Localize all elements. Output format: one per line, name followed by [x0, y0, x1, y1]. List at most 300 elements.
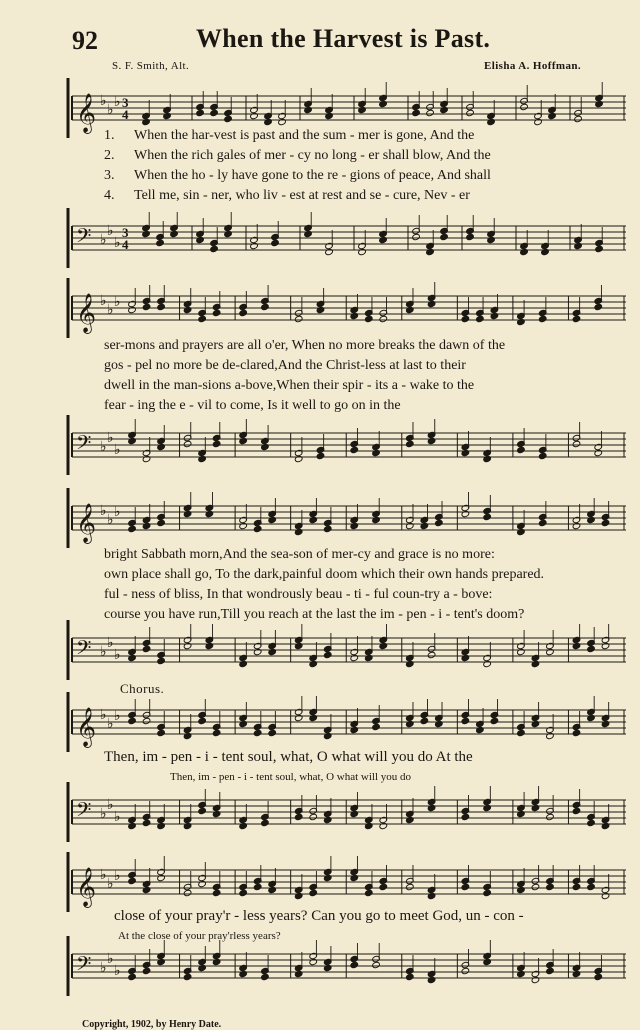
- note-head-icon: [517, 648, 526, 655]
- note-head-icon: [546, 883, 555, 890]
- note-head-icon: [420, 522, 429, 529]
- note-head-icon: [531, 976, 540, 983]
- note-head-icon: [538, 315, 547, 322]
- chorus-bass-lyric-2: At the close of your pray'rless years?: [118, 930, 281, 942]
- note-head-icon: [261, 973, 270, 980]
- note-head-icon: [212, 958, 221, 965]
- note-head-icon: [268, 516, 277, 523]
- flat-icon: ♭: [100, 644, 107, 660]
- note-head-icon: [212, 309, 221, 316]
- chorus-bass-staff-2: [62, 936, 628, 996]
- verse-line: 1. When the har-vest is past and the sum - mer is gone, And the: [104, 128, 475, 143]
- note-head-icon: [239, 970, 248, 977]
- bass-clef-icon: 𝄢: [76, 952, 92, 980]
- note-head-icon: [372, 516, 381, 523]
- note-head-icon: [198, 880, 207, 887]
- note-head-icon: [157, 657, 166, 664]
- note-head-icon: [406, 522, 415, 529]
- note-head-icon: [183, 973, 192, 980]
- note-head-icon: [294, 315, 303, 322]
- note-head-icon: [379, 315, 388, 322]
- note-head-icon: [294, 642, 303, 649]
- flat-icon: ♭: [100, 960, 107, 976]
- note-head-icon: [426, 109, 435, 116]
- note-head-icon: [517, 528, 526, 535]
- note-head-icon: [490, 717, 499, 724]
- note-head-icon: [294, 892, 303, 899]
- note-head-icon: [574, 242, 583, 249]
- note-head-icon: [142, 645, 151, 652]
- note-head-icon: [587, 714, 596, 721]
- treble-clef-icon: 𝄞: [76, 293, 97, 333]
- chorus-bass-lyric-1: Then, im - pen - i - tent soul, what, O what will you do: [170, 771, 412, 783]
- note-head-icon: [323, 964, 332, 971]
- note-head-icon: [157, 443, 166, 450]
- note-head-icon: [440, 233, 449, 240]
- note-head-icon: [239, 309, 248, 316]
- staff-lines: [72, 710, 626, 734]
- note-head-icon: [271, 239, 280, 246]
- verse-line: course you have run,Till you reach at the last the im - pen - i - tent's doom?: [104, 607, 525, 622]
- note-head-icon: [574, 115, 583, 122]
- verse-line: fear - ing the e - vil to come, Is it well to go on in the: [104, 398, 401, 413]
- note-head-icon: [364, 822, 373, 829]
- flat-icon: ♭: [100, 439, 107, 455]
- verse-line: bright Sabbath morn,And the sea-son of mer-cy and grace is no more:: [104, 547, 495, 562]
- bass-clef-icon: 𝄢: [76, 224, 92, 252]
- verse-line: ful - ness of bliss, In that wondrously beau - ti - ful coun-try a - bove:: [104, 587, 493, 602]
- note-head-icon: [325, 248, 334, 255]
- flat-icon: ♭: [107, 716, 114, 732]
- bass-clef-icon: 𝄢: [76, 636, 92, 664]
- note-head-icon: [461, 967, 470, 974]
- note-head-icon: [170, 230, 179, 237]
- note-head-icon: [379, 236, 388, 243]
- note-head-icon: [350, 446, 359, 453]
- system-1-lyrics: [104, 126, 626, 206]
- flat-icon: ♭: [107, 223, 114, 239]
- note-head-icon: [157, 874, 166, 881]
- verse-line: ser-mons and prayers are all o'er, When no more breaks the dawn of the: [104, 338, 506, 353]
- note-head-icon: [157, 822, 166, 829]
- note-head-icon: [157, 729, 166, 736]
- note-head-icon: [268, 729, 277, 736]
- system-1-bass-staff: [62, 208, 628, 268]
- note-head-icon: [461, 510, 470, 517]
- verse-line: 4. Tell me, sin - ner, who liv - est at rest and se - cure, Nev - er: [104, 188, 470, 203]
- note-head-icon: [210, 109, 219, 116]
- note-head-icon: [379, 642, 388, 649]
- note-head-icon: [427, 892, 436, 899]
- note-head-icon: [183, 440, 192, 447]
- note-head-icon: [142, 886, 151, 893]
- note-head-icon: [534, 118, 543, 125]
- note-head-icon: [483, 513, 492, 520]
- note-head-icon: [239, 889, 248, 896]
- note-head-icon: [412, 109, 421, 116]
- note-head-icon: [461, 813, 470, 820]
- staff-lines: [72, 96, 626, 120]
- note-head-icon: [572, 642, 581, 649]
- note-head-icon: [205, 642, 214, 649]
- note-head-icon: [587, 819, 596, 826]
- note-head-icon: [183, 822, 192, 829]
- note-head-icon: [142, 455, 151, 462]
- bass-clef-icon: 𝄢: [76, 798, 92, 826]
- note-head-icon: [466, 109, 475, 116]
- note-head-icon: [461, 717, 470, 724]
- note-head-icon: [309, 889, 318, 896]
- note-head-icon: [601, 892, 610, 899]
- note-head-icon: [156, 239, 165, 246]
- note-head-icon: [420, 717, 429, 724]
- note-head-icon: [316, 452, 325, 459]
- note-head-icon: [517, 810, 526, 817]
- note-head-icon: [440, 106, 449, 113]
- note-head-icon: [210, 245, 219, 252]
- note-head-icon: [142, 522, 151, 529]
- note-head-icon: [239, 822, 248, 829]
- time-signature-top: 3: [122, 225, 129, 240]
- note-head-icon: [212, 440, 221, 447]
- flat-icon: ♭: [114, 442, 121, 458]
- note-head-icon: [261, 819, 270, 826]
- note-head-icon: [323, 651, 332, 658]
- flat-icon: ♭: [114, 708, 121, 724]
- note-head-icon: [406, 660, 415, 667]
- note-head-icon: [157, 303, 166, 310]
- note-head-icon: [364, 315, 373, 322]
- note-head-icon: [546, 813, 555, 820]
- note-head-icon: [250, 112, 259, 119]
- flat-icon: ♭: [100, 867, 107, 883]
- note-head-icon: [239, 720, 248, 727]
- note-head-icon: [476, 315, 485, 322]
- chorus-lyric-1: Then, im - pen - i - tent soul, what, O what will you do At the: [104, 749, 473, 765]
- flat-icon: ♭: [114, 963, 121, 979]
- note-head-icon: [239, 437, 248, 444]
- note-head-icon: [406, 816, 415, 823]
- note-head-icon: [594, 303, 603, 310]
- time-signature-top: 3: [122, 95, 129, 110]
- words-credit: S. F. Smith, Alt.: [112, 60, 190, 72]
- hymn-title: When the Harvest is Past.: [196, 24, 491, 53]
- note-head-icon: [224, 115, 233, 122]
- note-head-icon: [128, 437, 137, 444]
- note-head-icon: [572, 440, 581, 447]
- note-head-icon: [372, 723, 381, 730]
- note-head-icon: [541, 248, 550, 255]
- flat-icon: ♭: [100, 707, 107, 723]
- note-head-icon: [601, 822, 610, 829]
- note-head-icon: [142, 717, 151, 724]
- note-head-icon: [309, 714, 318, 721]
- note-head-icon: [224, 230, 233, 237]
- note-head-icon: [538, 452, 547, 459]
- verse-line: gos - pel no more be de-clared,And the Christ-less at last to their: [104, 358, 466, 373]
- note-head-icon: [461, 883, 470, 890]
- time-signature-bottom: 4: [122, 237, 129, 252]
- staff-lines: [72, 800, 626, 824]
- note-head-icon: [572, 807, 581, 814]
- flat-icon: ♭: [114, 647, 121, 663]
- note-head-icon: [372, 449, 381, 456]
- staff-lines: [72, 954, 626, 978]
- note-head-icon: [323, 874, 332, 881]
- note-head-icon: [531, 883, 540, 890]
- note-head-icon: [517, 318, 526, 325]
- note-head-icon: [198, 807, 207, 814]
- note-head-icon: [198, 315, 207, 322]
- note-head-icon: [350, 726, 359, 733]
- note-head-icon: [128, 525, 137, 532]
- note-head-icon: [572, 970, 581, 977]
- note-head-icon: [461, 449, 470, 456]
- note-head-icon: [379, 100, 388, 107]
- note-head-icon: [546, 648, 555, 655]
- note-head-icon: [572, 315, 581, 322]
- note-head-icon: [517, 446, 526, 453]
- note-head-icon: [372, 961, 381, 968]
- note-head-icon: [198, 455, 207, 462]
- note-head-icon: [157, 958, 166, 965]
- note-head-icon: [212, 889, 221, 896]
- note-head-icon: [406, 306, 415, 313]
- note-head-icon: [264, 118, 273, 125]
- flat-icon: ♭: [100, 293, 107, 309]
- verse-line: 2. When the rich gales of mer - cy no long - er shall blow, And the: [104, 148, 491, 163]
- note-head-icon: [268, 648, 277, 655]
- system-3-lyrics: [104, 545, 626, 625]
- note-head-icon: [128, 877, 137, 884]
- note-head-icon: [572, 522, 581, 529]
- verse-line: 3. When the ho - ly have gone to the re - gions of peace, And shall: [104, 168, 491, 183]
- note-head-icon: [490, 312, 499, 319]
- note-head-icon: [350, 654, 359, 661]
- note-head-icon: [435, 519, 444, 526]
- flat-icon: ♭: [100, 232, 107, 248]
- note-head-icon: [294, 528, 303, 535]
- flat-icon: ♭: [107, 302, 114, 318]
- note-head-icon: [294, 813, 303, 820]
- note-head-icon: [406, 720, 415, 727]
- note-head-icon: [304, 106, 313, 113]
- note-head-icon: [406, 440, 415, 447]
- note-head-icon: [379, 822, 388, 829]
- note-head-icon: [406, 973, 415, 980]
- bass-clef-icon: 𝄢: [76, 431, 92, 459]
- note-head-icon: [294, 455, 303, 462]
- note-head-icon: [412, 233, 421, 240]
- note-head-icon: [142, 967, 151, 974]
- note-head-icon: [309, 660, 318, 667]
- note-head-icon: [309, 813, 318, 820]
- note-head-icon: [461, 315, 470, 322]
- flat-icon: ♭: [107, 102, 114, 118]
- note-head-icon: [572, 883, 581, 890]
- note-head-icon: [358, 248, 367, 255]
- chorus-bass-staff-1: [62, 782, 628, 842]
- chorus-lyric-2: close of your pray'r - less years? Can you go to meet God, un - con -: [114, 908, 524, 924]
- note-head-icon: [461, 654, 470, 661]
- note-head-icon: [183, 889, 192, 896]
- flat-icon: ♭: [107, 635, 114, 651]
- note-head-icon: [546, 967, 555, 974]
- note-head-icon: [595, 245, 604, 252]
- note-head-icon: [483, 889, 492, 896]
- system-2-bass-staff: [62, 415, 628, 475]
- note-head-icon: [427, 437, 436, 444]
- system-2-lyrics: [104, 336, 626, 416]
- note-head-icon: [212, 810, 221, 817]
- note-head-icon: [487, 236, 496, 243]
- time-signature-bottom: 4: [122, 107, 129, 122]
- note-head-icon: [594, 449, 603, 456]
- note-head-icon: [196, 236, 205, 243]
- note-head-icon: [358, 106, 367, 113]
- note-head-icon: [364, 889, 373, 896]
- note-head-icon: [601, 720, 610, 727]
- note-head-icon: [142, 230, 151, 237]
- note-head-icon: [350, 522, 359, 529]
- note-head-icon: [294, 714, 303, 721]
- note-head-icon: [435, 720, 444, 727]
- flat-icon: ♭: [107, 512, 114, 528]
- flat-icon: ♭: [107, 797, 114, 813]
- verse-line: dwell in the man-sions a-bove,When their spir - its a - wake to the: [104, 378, 475, 393]
- note-head-icon: [466, 233, 475, 240]
- note-head-icon: [142, 118, 151, 125]
- note-head-icon: [476, 726, 485, 733]
- note-head-icon: [483, 958, 492, 965]
- flat-icon: ♭: [100, 93, 107, 109]
- note-head-icon: [426, 248, 435, 255]
- note-head-icon: [294, 970, 303, 977]
- note-head-icon: [517, 970, 526, 977]
- staff-lines: [72, 638, 626, 662]
- note-head-icon: [128, 654, 137, 661]
- note-head-icon: [427, 976, 436, 983]
- music-credit: Elisha A. Hoffman.: [484, 60, 582, 72]
- note-head-icon: [517, 729, 526, 736]
- flat-icon: ♭: [100, 806, 107, 822]
- flat-icon: ♭: [114, 235, 121, 251]
- note-head-icon: [427, 300, 436, 307]
- note-head-icon: [531, 804, 540, 811]
- note-head-icon: [304, 230, 313, 237]
- note-head-icon: [128, 822, 137, 829]
- note-head-icon: [538, 519, 547, 526]
- note-head-icon: [198, 964, 207, 971]
- note-head-icon: [350, 312, 359, 319]
- note-head-icon: [594, 973, 603, 980]
- note-head-icon: [212, 729, 221, 736]
- note-head-icon: [531, 660, 540, 667]
- note-head-icon: [546, 732, 555, 739]
- chorus-treble-staff-2: [62, 852, 628, 912]
- note-head-icon: [325, 112, 334, 119]
- verse-line: own place shall go, To the dark,painful doom which their own hands prepared.: [104, 567, 545, 582]
- note-head-icon: [268, 886, 277, 893]
- note-head-icon: [253, 525, 262, 532]
- staff-lines: [72, 870, 626, 894]
- note-head-icon: [253, 648, 262, 655]
- note-head-icon: [483, 455, 492, 462]
- note-head-icon: [483, 660, 492, 667]
- note-head-icon: [278, 118, 287, 125]
- note-head-icon: [316, 306, 325, 313]
- note-head-icon: [323, 732, 332, 739]
- note-head-icon: [261, 443, 270, 450]
- system-3-bass-staff: [62, 620, 628, 680]
- note-head-icon: [239, 522, 248, 529]
- note-head-icon: [483, 804, 492, 811]
- note-head-icon: [128, 306, 137, 313]
- note-head-icon: [601, 642, 610, 649]
- note-head-icon: [183, 510, 192, 517]
- note-head-icon: [572, 729, 581, 736]
- note-head-icon: [379, 883, 388, 890]
- note-head-icon: [531, 720, 540, 727]
- note-head-icon: [157, 519, 166, 526]
- note-head-icon: [196, 109, 205, 116]
- flat-icon: ♭: [114, 809, 121, 825]
- note-head-icon: [487, 118, 496, 125]
- treble-clef-icon: 𝄞: [76, 867, 97, 907]
- note-head-icon: [323, 816, 332, 823]
- note-head-icon: [142, 819, 151, 826]
- hymn-number: 92: [72, 26, 98, 55]
- treble-clef-icon: 𝄞: [76, 503, 97, 543]
- treble-clef-icon: 𝄞: [76, 93, 97, 133]
- note-head-icon: [250, 242, 259, 249]
- note-head-icon: [128, 973, 137, 980]
- note-head-icon: [350, 874, 359, 881]
- flat-icon: ♭: [107, 430, 114, 446]
- note-head-icon: [517, 886, 526, 893]
- note-head-icon: [406, 883, 415, 890]
- note-head-icon: [520, 103, 529, 110]
- note-head-icon: [183, 732, 192, 739]
- note-head-icon: [309, 958, 318, 965]
- note-head-icon: [142, 303, 151, 310]
- note-head-icon: [198, 717, 207, 724]
- note-head-icon: [364, 654, 373, 661]
- note-head-icon: [323, 525, 332, 532]
- note-head-icon: [350, 961, 359, 968]
- note-head-icon: [205, 510, 214, 517]
- note-head-icon: [309, 516, 318, 523]
- note-head-icon: [548, 112, 557, 119]
- flat-icon: ♭: [107, 876, 114, 892]
- flat-icon: ♭: [114, 868, 121, 884]
- note-head-icon: [427, 651, 436, 658]
- note-head-icon: [253, 729, 262, 736]
- note-head-icon: [239, 660, 248, 667]
- note-head-icon: [128, 717, 137, 724]
- flat-icon: ♭: [114, 504, 121, 520]
- flat-icon: ♭: [114, 94, 121, 110]
- note-head-icon: [520, 248, 529, 255]
- note-head-icon: [587, 516, 596, 523]
- note-head-icon: [350, 810, 359, 817]
- chorus-label: Chorus.: [120, 681, 165, 696]
- flat-icon: ♭: [114, 294, 121, 310]
- system-2-treble-staff: [62, 278, 628, 338]
- note-head-icon: [601, 519, 610, 526]
- note-head-icon: [587, 645, 596, 652]
- flat-icon: ♭: [100, 503, 107, 519]
